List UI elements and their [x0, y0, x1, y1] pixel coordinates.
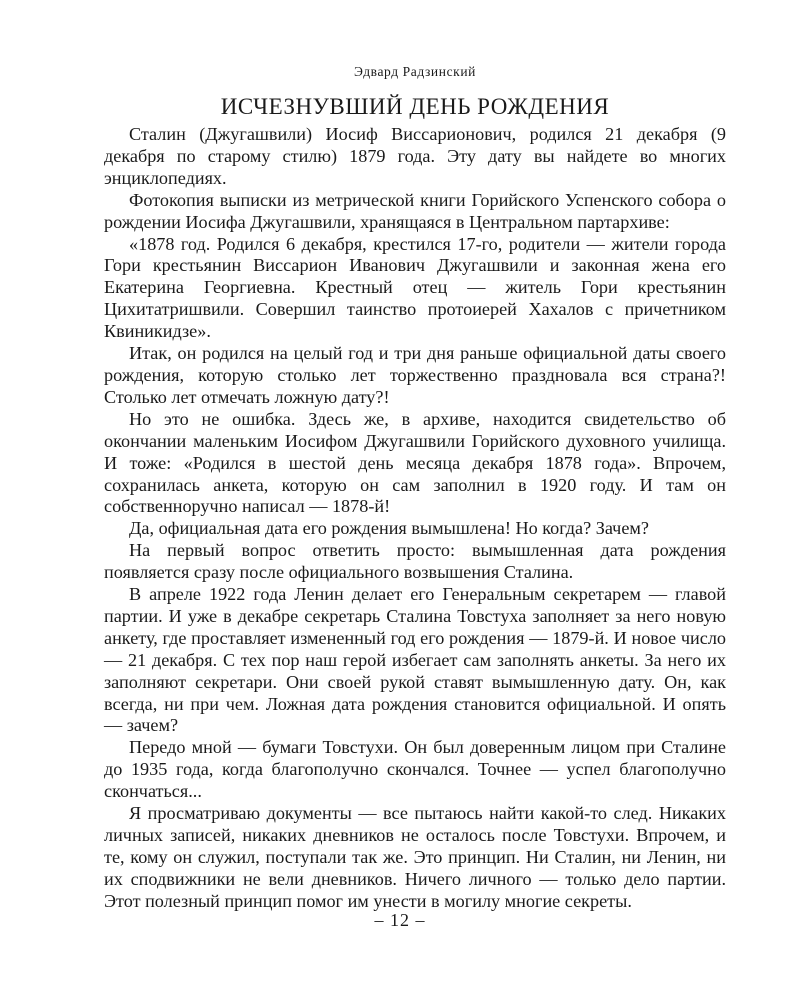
- paragraph: В апреле 1922 года Ленин делает его Генеральным секретарем — главой партии. И уже в декабре секретарь Сталина Товстуха заполняет за него новую анкету, где проставляет измененный год его рождения — 1879-й. И новое число — 21 декабря. С тех пор наш герой избегает сам заполнять анкеты. За него их заполняют секретари. Они своей рукой ставят вымышленную дату. Он, как всегда, ни при чем. Ложная дата рождения становится официальной. И опять — зачем?: [104, 584, 726, 736]
- running-head: Эдвард Радзинский: [354, 64, 476, 79]
- paragraph: «1878 год. Родился 6 декабря, крестился 17-го, родители — жители города Гори крестьянин Виссарион Иванович Джугашвили и законная жена его Екатерина Георгиевна. Крестный отец — житель Гори крестьянин Цихитатришвили. Совершил таинство протоиерей Хахалов с причетником Квиникидзе».: [104, 233, 726, 342]
- paragraph: Фотокопия выписки из метрической книги Горийского Успенского собора о рождении Иосифа Джугашвили, хранящаяся в Центральном партархиве:: [104, 189, 726, 232]
- paragraph: Итак, он родился на целый год и три дня раньше официальной даты своего рождения, которую столько лет торжественно праздновала вся страна?! Столько лет отмечать ложную дату?!: [104, 343, 726, 407]
- paragraph: Передо мной — бумаги Товстухи. Он был доверенным лицом при Сталине до 1935 года, когда благополучно скончался. Точнее — успел благополучно скончаться...: [104, 737, 726, 802]
- body-text: [104, 124, 726, 913]
- paragraph: Сталин (Джугашвили) Иосиф Виссарионович, родился 21 декабря (9 декабря по старому стилю) 1879 года. Эту дату вы найдете во многих энциклопедиях.: [104, 124, 726, 188]
- page-number: – 12 –: [374, 910, 426, 930]
- paragraph: Но это не ошибка. Здесь же, в архиве, находится свидетельство об окончании маленьким Иосифом Джугашвили Горийского духовного училища. И тоже: «Родился в шестой день месяца декабря 1878 года». Впрочем, сохранилась анкета, которую он сам заполнил в 1920 году. И там он собственноручно написал — 1878-й!: [104, 408, 726, 517]
- paragraph: На первый вопрос ответить просто: вымышленная дата рождения появляется сразу после официального возвышения Сталина.: [104, 540, 726, 583]
- book-page: [104, 62, 726, 913]
- paragraph: Я просматриваю документы — все пытаюсь найти какой-то след. Никаких личных записей, никаких дневников не осталось после Товстухи. Впрочем, и те, кому он служил, поступали так же. Это принцип. Ни Сталин, ни Ленин, ни их сподвижники не вели дневников. Ничего личного — только дело партии. Этот полезный принцип помог им унести в могилу многие секреты.: [104, 803, 726, 911]
- paragraph: Да, официальная дата его рождения вымышлена! Но когда? Зачем?: [129, 518, 649, 539]
- chapter-title: ИСЧЕЗНУВШИЙ ДЕНЬ РОЖДЕНИЯ: [220, 94, 610, 119]
